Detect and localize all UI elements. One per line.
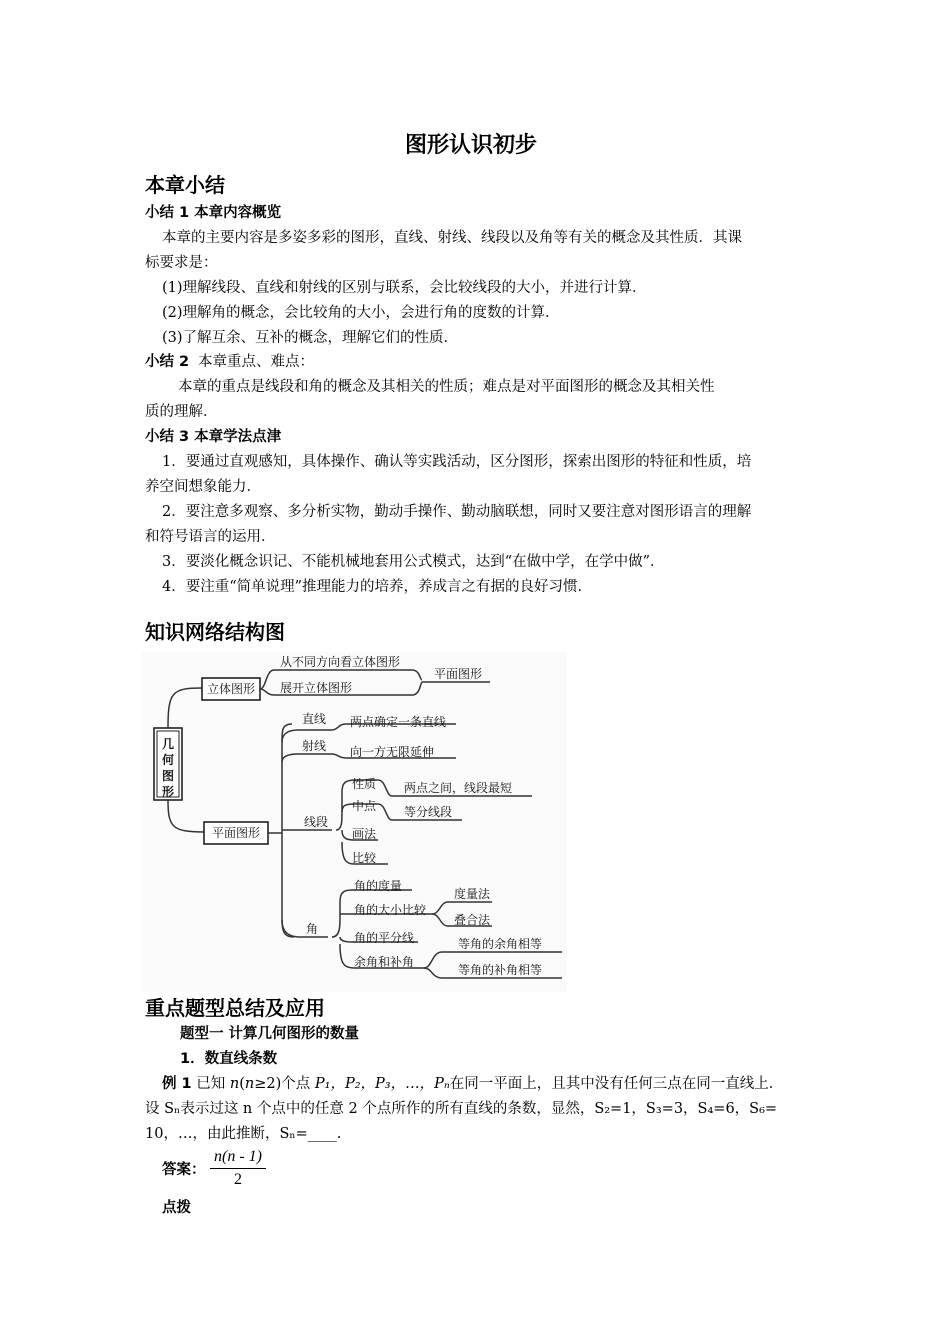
- summary3-item1-line1: 1．要通过直观感知，具体操作、确认等实践活动，区分图形，探索出图形的特征和性质，培: [162, 454, 752, 470]
- node-line: 直线: [302, 712, 327, 726]
- angle-compare-overlap: 叠合法: [454, 913, 491, 927]
- example1-text-b: (: [239, 1076, 245, 1092]
- solid-branch-2: 展开立体图形: [280, 681, 353, 695]
- key-types-heading: 重点题型总结及应用: [145, 996, 325, 1020]
- summary1-item2: (2)理解角的概念，会比较角的大小，会进行角的度数的计算．: [162, 305, 560, 321]
- node-angle-comp-supp: 余角和补角: [354, 955, 415, 969]
- example1-line2: 设 Sₙ表示过这 n 个点中的任意 2 个点所作的所有直线的条数，显然，S₂=1，S₃=3，S₄=6，S₆=: [145, 1101, 778, 1117]
- comp-angle-property: 等角的余角相等: [458, 937, 543, 951]
- example1-n: n: [229, 1076, 240, 1092]
- angle-compare-measure: 度量法: [454, 887, 491, 901]
- answer-numerator: n(n - 1): [210, 1148, 266, 1169]
- example1-text-e: 在同一平面上，且其中没有任何三点在同一直线上．: [449, 1076, 784, 1092]
- answer-label: 答案：: [162, 1162, 206, 1178]
- summary3-item4: 4．要注重“简单说理”推理能力的培养，养成言之有据的良好习惯．: [162, 579, 593, 595]
- root-char-4: 形: [161, 785, 175, 799]
- root-char-2: 何: [161, 753, 175, 767]
- summary2-label: 小结 2: [145, 354, 190, 370]
- knowledge-network-diagram: [142, 652, 567, 992]
- plane-label: 平面图形: [211, 826, 261, 840]
- summary3-item1-line2: 养空间想象能力．: [145, 479, 261, 495]
- solid-branch-1: 从不同方向看立体图形: [280, 655, 401, 669]
- node-seg-drawing: 画法: [352, 827, 377, 841]
- type1-sub1: 1．数直线条数: [180, 1051, 278, 1067]
- summary2-label-text: 本章重点、难点：: [198, 354, 314, 370]
- summary1-item1: (1)理解线段、直线和射线的区别与联系，会比较线段的大小，并进行计算．: [162, 280, 647, 296]
- node-segment: 线段: [304, 815, 329, 829]
- answer-fraction: [210, 1148, 266, 1189]
- node-ray-property: 向一方无限延伸: [350, 745, 435, 759]
- summary3-item3: 3．要淡化概念识记、不能机械地套用公式模式，达到“在做中学，在学中做”．: [162, 554, 665, 570]
- example1-label: 例 1: [162, 1076, 192, 1092]
- summary1-item3: (3)了解互余、互补的概念，理解它们的性质．: [162, 330, 459, 346]
- seg-midpoint-value: 等分线段: [404, 805, 453, 819]
- summary2-para-line2: 质的理解．: [145, 404, 218, 420]
- summary3-item2-line1: 2．要注意多观察、多分析实物，勤动手操作、勤动脑联想，同时又要注意对图形语言的理解: [162, 504, 752, 520]
- node-seg-midpoint: 中点: [352, 799, 377, 813]
- node-line-property: 两点确定一条直线: [350, 715, 447, 729]
- root-char-1: 几: [161, 737, 175, 751]
- network-heading: 知识网络结构图: [145, 620, 285, 644]
- node-angle: 角: [306, 922, 319, 936]
- summary1-label: 小结 1 本章内容概览: [145, 205, 282, 221]
- seg-property-value: 两点之间，线段最短: [404, 781, 513, 795]
- type1-heading: 题型一 计算几何图形的数量: [180, 1026, 360, 1042]
- node-seg-compare: 比较: [352, 851, 377, 865]
- node-angle-compare: 角的大小比较: [354, 903, 427, 917]
- supp-angle-property: 等角的补角相等: [458, 963, 543, 977]
- plane-figure-result: 平面图形: [434, 667, 483, 681]
- solid-label: 立体图形: [206, 682, 256, 696]
- node-seg-property: 性质: [352, 777, 377, 791]
- summary1-para-line1: 本章的主要内容是多姿多彩的图形，直线、射线、线段以及角等有关的概念及其性质．其课: [162, 230, 742, 246]
- answer-denominator: 2: [233, 1171, 242, 1188]
- node-angle-measure: 角的度量: [354, 879, 403, 893]
- node-ray: 射线: [302, 739, 327, 753]
- example1-line1: [162, 1074, 783, 1094]
- example1-line3: 10，…，由此推断，Sₙ=____.: [145, 1126, 342, 1142]
- summary3-label: 小结 3 本章学法点津: [145, 429, 282, 445]
- hint-label: 点拨: [162, 1200, 191, 1216]
- summary-heading: 本章小结: [145, 173, 225, 197]
- example1-text-c: ≥2)个点: [254, 1076, 315, 1092]
- summary2-para-line1: 本章的重点是线段和角的概念及其相关的性质；难点是对平面图形的概念及其相关性: [178, 379, 715, 395]
- root-char-3: 图: [161, 769, 175, 783]
- summary3-item2-line2: 和符号语言的运用．: [145, 529, 276, 545]
- example1-n2: n: [244, 1076, 255, 1092]
- summary1-para-line2: 标要求是：: [145, 255, 218, 271]
- node-angle-bisector: 角的平分线: [354, 931, 415, 945]
- example1-text-a: 已知: [196, 1076, 230, 1092]
- page-title: 图形认识初步: [405, 133, 538, 158]
- example1-points: P₁，P₂，P₃，…，Pₙ: [314, 1076, 450, 1092]
